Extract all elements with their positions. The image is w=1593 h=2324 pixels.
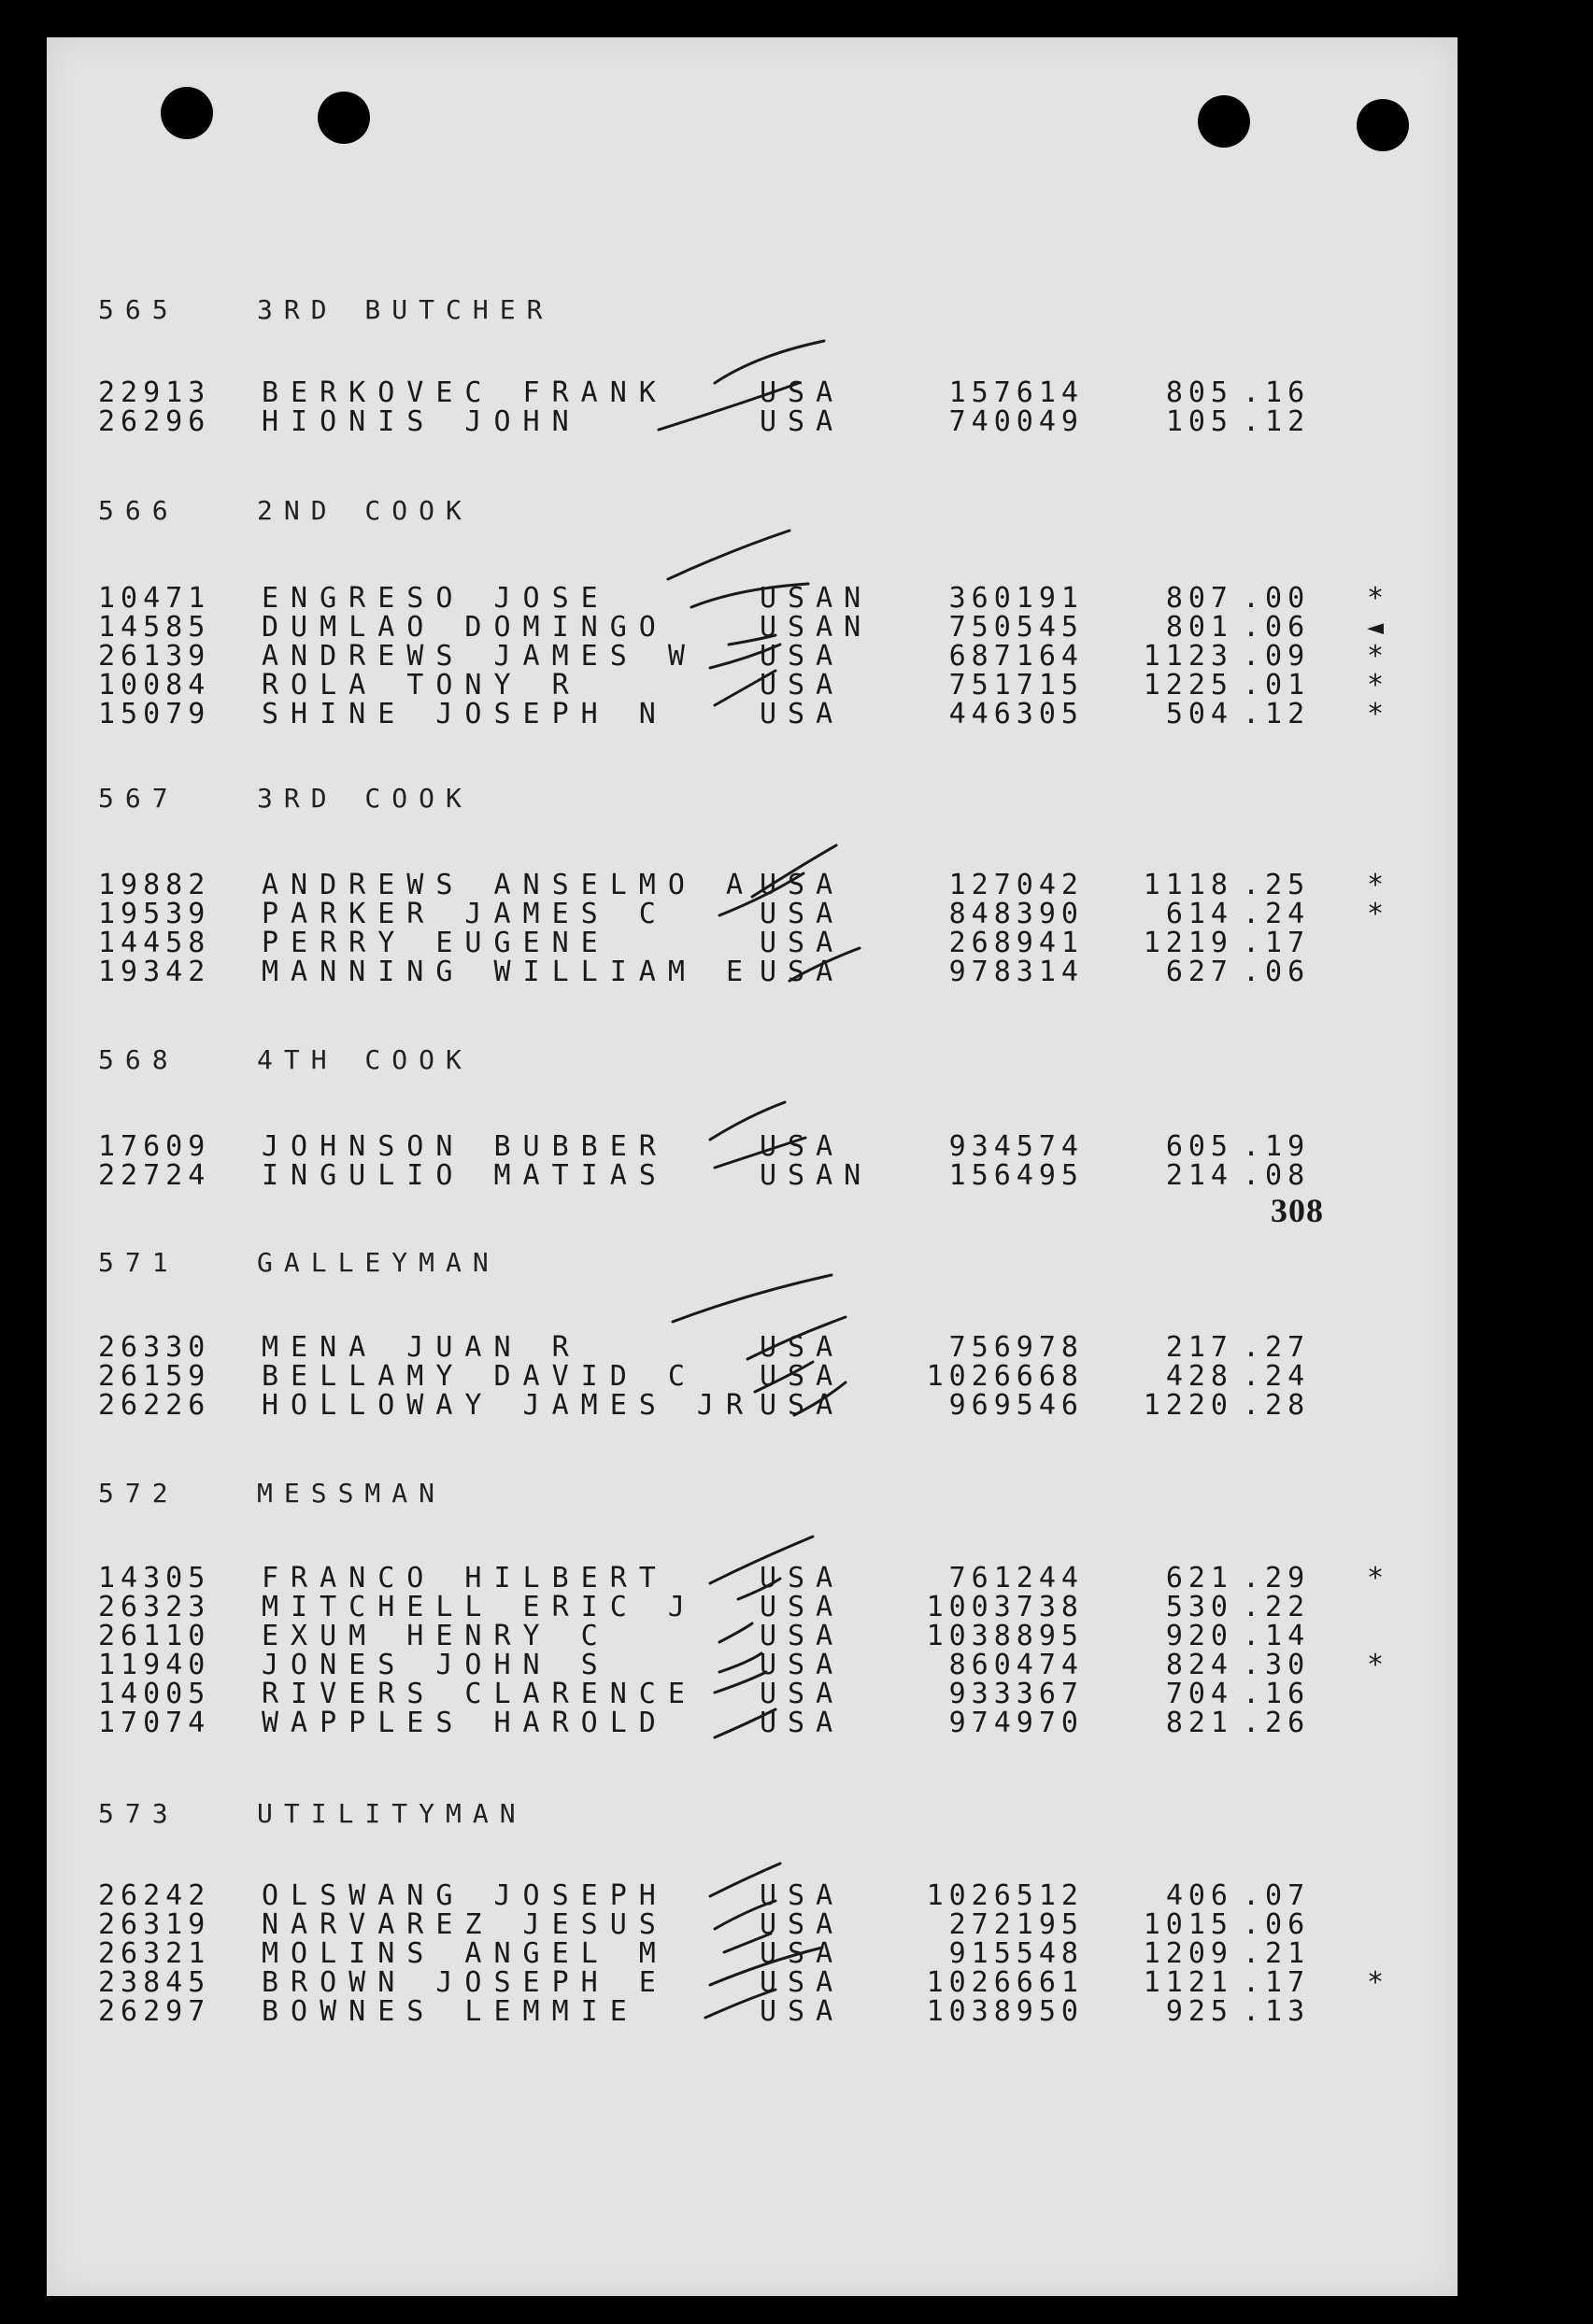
rate-fraction: .12 <box>1243 698 1311 730</box>
document-number: 933367 <box>948 1678 1084 1710</box>
employee-id: 19342 <box>98 956 211 988</box>
rate-fraction: .06 <box>1243 611 1311 644</box>
rate-code: 824 <box>1165 1649 1233 1681</box>
employee-id: 10471 <box>98 582 211 615</box>
employee-name: ROLA TONY R <box>262 669 581 701</box>
rate-fraction: .07 <box>1243 1879 1311 1912</box>
employee-id: 26330 <box>98 1331 211 1364</box>
employee-name: OLSWANG JOSEPH <box>262 1879 668 1912</box>
nationality: USA <box>760 927 845 959</box>
punch-hole <box>318 92 370 144</box>
employee-name: FRANCO HILBERT <box>262 1562 668 1594</box>
section-header <box>98 495 473 526</box>
rate-code: 614 <box>1165 898 1233 930</box>
employee-name: BERKOVEC FRANK <box>262 376 668 409</box>
employee-id: 14458 <box>98 927 211 959</box>
rate-code: 805 <box>1165 376 1233 409</box>
nationality: USA <box>760 869 845 901</box>
document-number: 1026668 <box>926 1360 1084 1393</box>
employee-id: 26296 <box>98 405 211 438</box>
rate-fraction: .29 <box>1243 1562 1311 1594</box>
nationality: USA <box>760 898 845 930</box>
annotation-mark: * <box>1366 898 1390 930</box>
employee-name: BELLAMY DAVID C <box>262 1360 697 1393</box>
employee-id: 26242 <box>98 1879 211 1912</box>
rate-code: 920 <box>1165 1620 1233 1652</box>
rate-fraction: .17 <box>1243 1966 1311 1999</box>
nationality: USAN <box>760 582 873 615</box>
document-number: 1026512 <box>926 1879 1084 1912</box>
document-number: 978314 <box>948 956 1084 988</box>
annotation-mark: * <box>1366 1649 1390 1681</box>
rate-fraction: .16 <box>1243 1678 1311 1710</box>
rate-code: 801 <box>1165 611 1233 644</box>
nationality: USA <box>760 640 845 673</box>
document-number: 272195 <box>948 1908 1084 1941</box>
rate-code: 1118 <box>1143 869 1233 901</box>
employee-id: 19539 <box>98 898 211 930</box>
employee-name: EXUM HENRY C <box>262 1620 610 1652</box>
nationality: USA <box>760 1707 845 1739</box>
document-number: 156495 <box>948 1159 1084 1192</box>
employee-name: MOLINS ANGEL M <box>262 1937 668 1970</box>
nationality: USA <box>760 1130 845 1163</box>
section-title: 2ND COOK <box>257 495 473 526</box>
employee-id: 10084 <box>98 669 211 701</box>
document-number: 740049 <box>948 405 1084 438</box>
employee-name: NARVAREZ JESUS <box>262 1908 668 1941</box>
rate-code: 627 <box>1165 956 1233 988</box>
annotation-mark: * <box>1366 1966 1390 1999</box>
rate-code: 217 <box>1165 1331 1233 1364</box>
section-code: 572 <box>98 1478 179 1509</box>
rate-fraction: .08 <box>1243 1159 1311 1192</box>
rate-code: 214 <box>1165 1159 1233 1192</box>
employee-name: ANDREWS JAMES W <box>262 640 697 673</box>
rate-code: 1121 <box>1143 1966 1233 1999</box>
section-title: 3RD COOK <box>257 783 473 814</box>
section-header <box>98 294 553 325</box>
rate-code: 105 <box>1165 405 1233 438</box>
employee-id: 26319 <box>98 1908 211 1941</box>
employee-name: ANDREWS ANSELMO A <box>262 869 756 901</box>
document-number: 360191 <box>948 582 1084 615</box>
nationality: USA <box>760 1331 845 1364</box>
employee-id: 15079 <box>98 698 211 730</box>
nationality: USA <box>760 669 845 701</box>
section-title: UTILITYMAN <box>257 1798 527 1829</box>
employee-id: 22724 <box>98 1159 211 1192</box>
document-number: 974970 <box>948 1707 1084 1739</box>
rate-fraction: .24 <box>1243 898 1311 930</box>
employee-id: 22913 <box>98 376 211 409</box>
annotation-mark: * <box>1366 582 1390 615</box>
employee-name: MITCHELL ERIC J <box>262 1591 697 1623</box>
document-number: 1038950 <box>926 1995 1084 2028</box>
rate-fraction: .22 <box>1243 1591 1311 1623</box>
rate-code: 406 <box>1165 1879 1233 1912</box>
section-header <box>98 783 473 814</box>
rate-code: 1015 <box>1143 1908 1233 1941</box>
document-number: 446305 <box>948 698 1084 730</box>
document-number: 1026661 <box>926 1966 1084 1999</box>
nationality: USA <box>760 956 845 988</box>
rate-fraction: .27 <box>1243 1331 1311 1364</box>
rate-code: 530 <box>1165 1591 1233 1623</box>
employee-name: HOLLOWAY JAMES JR <box>262 1389 756 1422</box>
employee-name: JONES JOHN S <box>262 1649 610 1681</box>
nationality: USA <box>760 1908 845 1941</box>
nationality: USA <box>760 1678 845 1710</box>
section-code: 565 <box>98 294 179 325</box>
employee-name: MENA JUAN R <box>262 1331 581 1364</box>
rate-fraction: .30 <box>1243 1649 1311 1681</box>
rate-fraction: .25 <box>1243 869 1311 901</box>
employee-name: SHINE JOSEPH N <box>262 698 668 730</box>
employee-name: WAPPLES HAROLD <box>262 1707 668 1739</box>
rate-code: 925 <box>1165 1995 1233 2028</box>
employee-name: RIVERS CLARENCE <box>262 1678 697 1710</box>
section-code: 571 <box>98 1247 179 1278</box>
employee-id: 14585 <box>98 611 211 644</box>
rate-fraction: .26 <box>1243 1707 1311 1739</box>
employee-name: JOHNSON BUBBER <box>262 1130 668 1163</box>
nationality: USA <box>760 1591 845 1623</box>
rate-fraction: .21 <box>1243 1937 1311 1970</box>
document-number: 756978 <box>948 1331 1084 1364</box>
document-number: 761244 <box>948 1562 1084 1594</box>
annotation-mark: * <box>1366 698 1390 730</box>
employee-id: 23845 <box>98 1966 211 1999</box>
rate-code: 1209 <box>1143 1937 1233 1970</box>
document-number: 915548 <box>948 1937 1084 1970</box>
employee-id: 11940 <box>98 1649 211 1681</box>
document-number: 687164 <box>948 640 1084 673</box>
annotation-mark: * <box>1366 640 1390 673</box>
section-code: 573 <box>98 1798 179 1829</box>
employee-name: PARKER JAMES C <box>262 898 668 930</box>
rate-fraction: .17 <box>1243 927 1311 959</box>
rate-code: 821 <box>1165 1707 1233 1739</box>
employee-id: 26139 <box>98 640 211 673</box>
section-header <box>98 1247 500 1278</box>
punch-hole <box>1357 99 1409 151</box>
nationality: USAN <box>760 611 873 644</box>
annotation-mark: * <box>1366 669 1390 701</box>
rate-code: 1219 <box>1143 927 1233 959</box>
employee-name: ENGRESO JOSE <box>262 582 610 615</box>
rate-fraction: .13 <box>1243 1995 1311 2028</box>
document-number: 751715 <box>948 669 1084 701</box>
page-number-stamp: 308 <box>1271 1192 1324 1229</box>
employee-name: PERRY EUGENE <box>262 927 610 959</box>
employee-name: DUMLAO DOMINGO <box>262 611 668 644</box>
section-title: 4TH COOK <box>257 1044 473 1075</box>
rate-fraction: .19 <box>1243 1130 1311 1163</box>
section-header <box>98 1478 446 1509</box>
employee-id: 14005 <box>98 1678 211 1710</box>
rate-code: 807 <box>1165 582 1233 615</box>
rate-code: 1225 <box>1143 669 1233 701</box>
document-number: 848390 <box>948 898 1084 930</box>
rate-fraction: .01 <box>1243 669 1311 701</box>
nationality: USA <box>760 1879 845 1912</box>
document-number: 860474 <box>948 1649 1084 1681</box>
rate-fraction: .24 <box>1243 1360 1311 1393</box>
section-code: 566 <box>98 495 179 526</box>
rate-fraction: .06 <box>1243 956 1311 988</box>
rate-code: 428 <box>1165 1360 1233 1393</box>
rate-fraction: .06 <box>1243 1908 1311 1941</box>
employee-id: 26159 <box>98 1360 211 1393</box>
section-title: GALLEYMAN <box>257 1247 500 1278</box>
punch-hole <box>1198 95 1250 148</box>
rate-code: 605 <box>1165 1130 1233 1163</box>
nationality: USA <box>760 1360 845 1393</box>
employee-id: 26110 <box>98 1620 211 1652</box>
employee-name: INGULIO MATIAS <box>262 1159 668 1192</box>
rate-code: 504 <box>1165 698 1233 730</box>
employee-id: 26297 <box>98 1995 211 2028</box>
document-number: 934574 <box>948 1130 1084 1163</box>
section-title: 3RD BUTCHER <box>257 294 554 325</box>
rate-fraction: .16 <box>1243 376 1311 409</box>
employee-id: 17074 <box>98 1707 211 1739</box>
section-code: 567 <box>98 783 179 814</box>
section-header <box>98 1798 527 1829</box>
employee-id: 26323 <box>98 1591 211 1623</box>
section-code: 568 <box>98 1044 179 1075</box>
document-number: 969546 <box>948 1389 1084 1422</box>
nationality: USAN <box>760 1159 873 1192</box>
employee-id: 17609 <box>98 1130 211 1163</box>
nationality: USA <box>760 376 845 409</box>
annotation-mark: ◄ <box>1366 611 1390 644</box>
document-number: 268941 <box>948 927 1084 959</box>
nationality: USA <box>760 1389 845 1422</box>
document-number: 750545 <box>948 611 1084 644</box>
rate-code: 704 <box>1165 1678 1233 1710</box>
nationality: USA <box>760 1995 845 2028</box>
rate-fraction: .09 <box>1243 640 1311 673</box>
nationality: USA <box>760 1937 845 1970</box>
section-title: MESSMAN <box>257 1478 447 1509</box>
rate-code: 1123 <box>1143 640 1233 673</box>
nationality: USA <box>760 405 845 438</box>
nationality: USA <box>760 698 845 730</box>
document-number: 1003738 <box>926 1591 1084 1623</box>
employee-name: BOWNES LEMMIE <box>262 1995 639 2028</box>
employee-name: BROWN JOSEPH E <box>262 1966 668 1999</box>
rate-fraction: .00 <box>1243 582 1311 615</box>
nationality: USA <box>760 1966 845 1999</box>
employee-id: 19882 <box>98 869 211 901</box>
employee-id: 26321 <box>98 1937 211 1970</box>
rate-code: 621 <box>1165 1562 1233 1594</box>
employee-name: HIONIS JOHN <box>262 405 581 438</box>
employee-name: MANNING WILLIAM E <box>262 956 756 988</box>
employee-id: 26226 <box>98 1389 211 1422</box>
document-number: 157614 <box>948 376 1084 409</box>
rate-code: 1220 <box>1143 1389 1233 1422</box>
annotation-mark: * <box>1366 1562 1390 1594</box>
section-header <box>98 1044 473 1075</box>
annotation-mark: * <box>1366 869 1390 901</box>
nationality: USA <box>760 1649 845 1681</box>
punch-hole <box>161 87 213 139</box>
employee-id: 14305 <box>98 1562 211 1594</box>
document-number: 1038895 <box>926 1620 1084 1652</box>
nationality: USA <box>760 1620 845 1652</box>
document-number: 127042 <box>948 869 1084 901</box>
rate-fraction: .12 <box>1243 405 1311 438</box>
nationality: USA <box>760 1562 845 1594</box>
rate-fraction: .28 <box>1243 1389 1311 1422</box>
rate-fraction: .14 <box>1243 1620 1311 1652</box>
